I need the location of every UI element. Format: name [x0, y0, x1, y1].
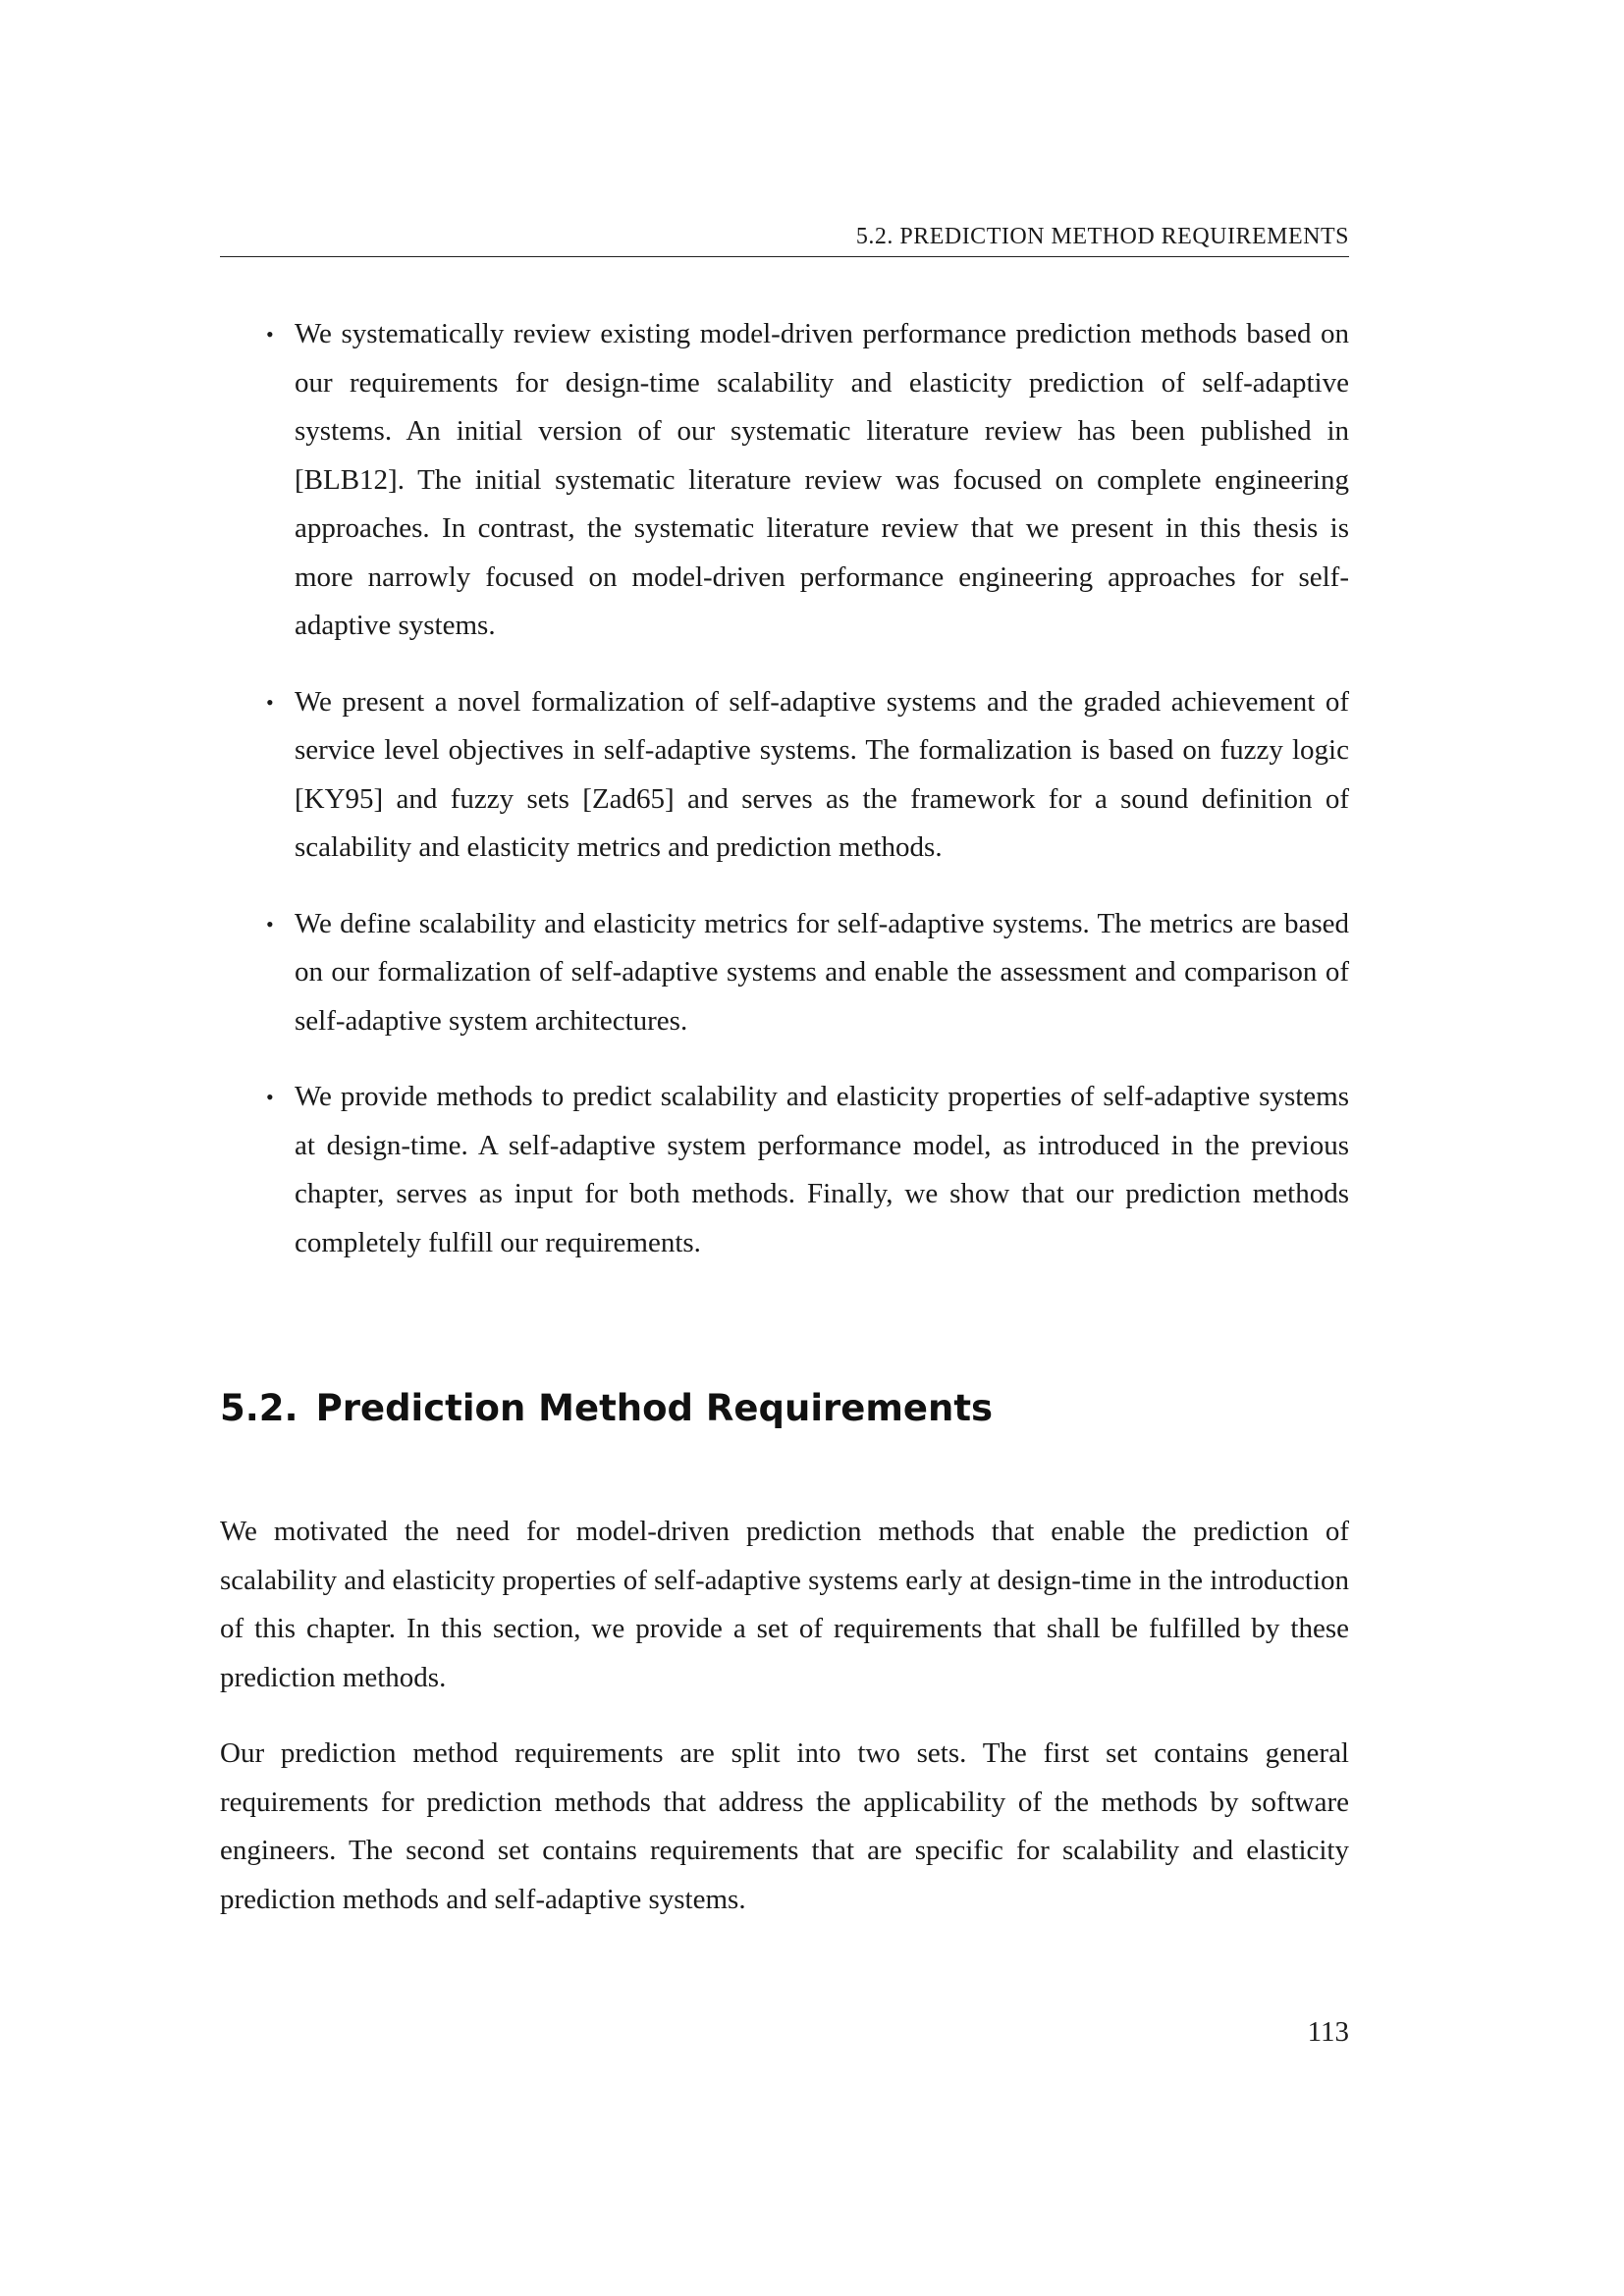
list-item [220, 310, 1349, 651]
paragraph: Our prediction method requirements are split into two sets. The first set contains general requirements for prediction methods that address the applicability of the methods by software engineers. The second set contains requirements that are specific for scalability and elasticity prediction methods and self-adaptive systems. [220, 1737, 1349, 1915]
section-body [220, 1508, 1349, 1951]
section-title: Prediction Method Requirements [315, 1387, 994, 1429]
header-rule [220, 256, 1349, 257]
list-item [220, 678, 1349, 873]
running-header: 5.2. PREDICTION METHOD REQUIREMENTS [855, 224, 1349, 249]
contribution-list [220, 310, 1349, 1295]
bullet-icon: • [266, 689, 274, 715]
list-item-text: We systematically review existing model-driven performance prediction methods based on our requirements for design-time scalability and elasticity prediction of self-adaptive systems. An initial version of our systematic literature review has been published in [BLB12]. The initial systematic literature review was focused on complete engineering approaches. In contrast, the systematic literature review that we present in this thesis is more narrowly focused on model-driven performance engineering approaches for self-adaptive systems. [295, 318, 1349, 641]
paragraph: We motivated the need for model-driven prediction methods that enable the prediction of scalability and elasticity properties of self-adaptive systems early at design-time in the introduction of this chapter. In this section, we provide a set of requirements that shall be fulfilled by these prediction methods. [220, 1516, 1350, 1693]
bullet-icon: • [266, 322, 274, 347]
list-item [220, 1073, 1349, 1267]
page-number: 113 [1307, 2016, 1349, 2048]
bullet-icon: • [266, 911, 274, 936]
list-item-text: We define scalability and elasticity metrics for self-adaptive systems. The metrics are based on our formalization of self-adaptive systems and enable the assessment and comparison of self-adaptive system architectures. [295, 907, 1349, 1037]
section-number: 5.2. [220, 1387, 298, 1429]
bullet-icon: • [266, 1085, 274, 1109]
list-item-text: We provide methods to predict scalability and elasticity properties of self-adaptive systems at design-time. A self-adaptive system performance model, as introduced in the previous chapter, serves as input for both methods. Finally, we show that our prediction methods completely fulfill our requirements. [295, 1081, 1349, 1258]
section-heading [220, 1384, 1349, 1433]
list-item [220, 900, 1349, 1046]
list-item-text: We present a novel formalization of self-adaptive systems and the graded achievement of service level objectives in self-adaptive systems. The formalization is based on fuzzy logic [KY95] and fuzzy sets [Zad65] and serves as the framework for a sound definition of scalability and elasticity metrics and prediction methods. [295, 685, 1349, 863]
